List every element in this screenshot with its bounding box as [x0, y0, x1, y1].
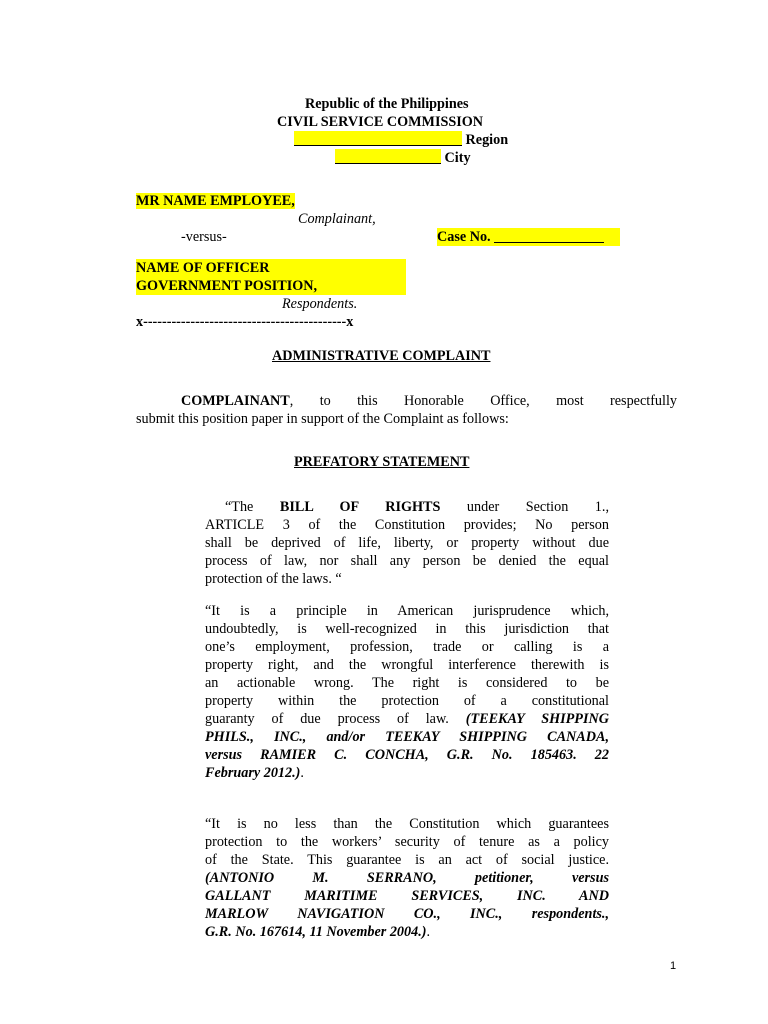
case-number-blank[interactable] — [494, 228, 604, 243]
complainant-name: MR NAME EMPLOYEE, — [136, 193, 295, 209]
header-commission: CIVIL SERVICE COMMISSION — [277, 114, 484, 130]
intro-paragraph — [136, 392, 677, 428]
quote-teekay: “It is a principle in American jurisprudence which, undoubtedly, is well-recognized in this jurisdiction that one’s employment, profession, trade or calling is a property right, and the wrongful interference therewith is an actionable wrong. The right is considered to be property within the protection of a constitutional guaranty of due process of law. (TEEKAY SHIPPING PHILS., INC., and/or TEEKAY SHIPPING CANADA, versus RAMIER C. CONCHA, G.R. No. 185463. 22 February 2012.). — [205, 603, 609, 781]
intro-line-1: COMPLAINANT, to this Honorable Office, most respectfully — [181, 393, 677, 409]
city-blank[interactable] — [335, 149, 441, 164]
header-city-line — [335, 149, 471, 167]
header-region-line — [294, 131, 508, 149]
header-republic: Republic of the Philippines — [305, 96, 469, 112]
versus-label: -versus- — [181, 229, 227, 245]
quote2-line-10: February 2012.). — [205, 765, 304, 781]
respondent-position: GOVERNMENT POSITION, — [136, 277, 406, 295]
page-number: 1 — [670, 960, 677, 972]
complainant-role: Complainant, — [298, 211, 376, 227]
quote-bill-of-rights: “The BILL OF RIGHTS under Section 1., ARTICLE 3 of the Constitution provides; No person shall be deprived of life, liberty, or property without due process of law, nor shall any person be denied the equal protection of the laws. “ — [205, 499, 609, 587]
case-number: Case No. — [437, 228, 620, 246]
city-label: City — [444, 150, 471, 166]
document-title: ADMINISTRATIVE COMPLAINT — [272, 348, 491, 364]
quote-serrano: “It is no less than the Constitution which guarantees protection to the workers’ security of tenure as a policy of the State. This guarantee is an act of social justice. (ANTONIO M. SERRANO, petitioner, versus GALLANT MARITIME SERVICES, INC. AND MARLOW NAVIGATION CO., INC., respondents., G.R. No. 167614, 11 November 2004.). — [205, 816, 609, 940]
quote3-line-7: G.R. No. 167614, 11 November 2004.). — [205, 924, 431, 940]
intro-line-2: submit this position paper in support of the Complaint as follows: — [136, 411, 509, 427]
caption-divider: x-------------------------------------------x — [136, 314, 354, 330]
quote2-line-7: guaranty of due process of law. (TEEKAY SHIPPING — [205, 711, 609, 727]
respondent-name: NAME OF OFFICER — [136, 259, 406, 277]
region-label: Region — [465, 132, 509, 148]
quote1-line-1: “The BILL OF RIGHTS under Section 1., — [225, 499, 609, 515]
respondent-role: Respondents. — [282, 296, 358, 312]
region-blank[interactable] — [294, 131, 462, 146]
section-heading: PREFATORY STATEMENT — [294, 454, 470, 470]
